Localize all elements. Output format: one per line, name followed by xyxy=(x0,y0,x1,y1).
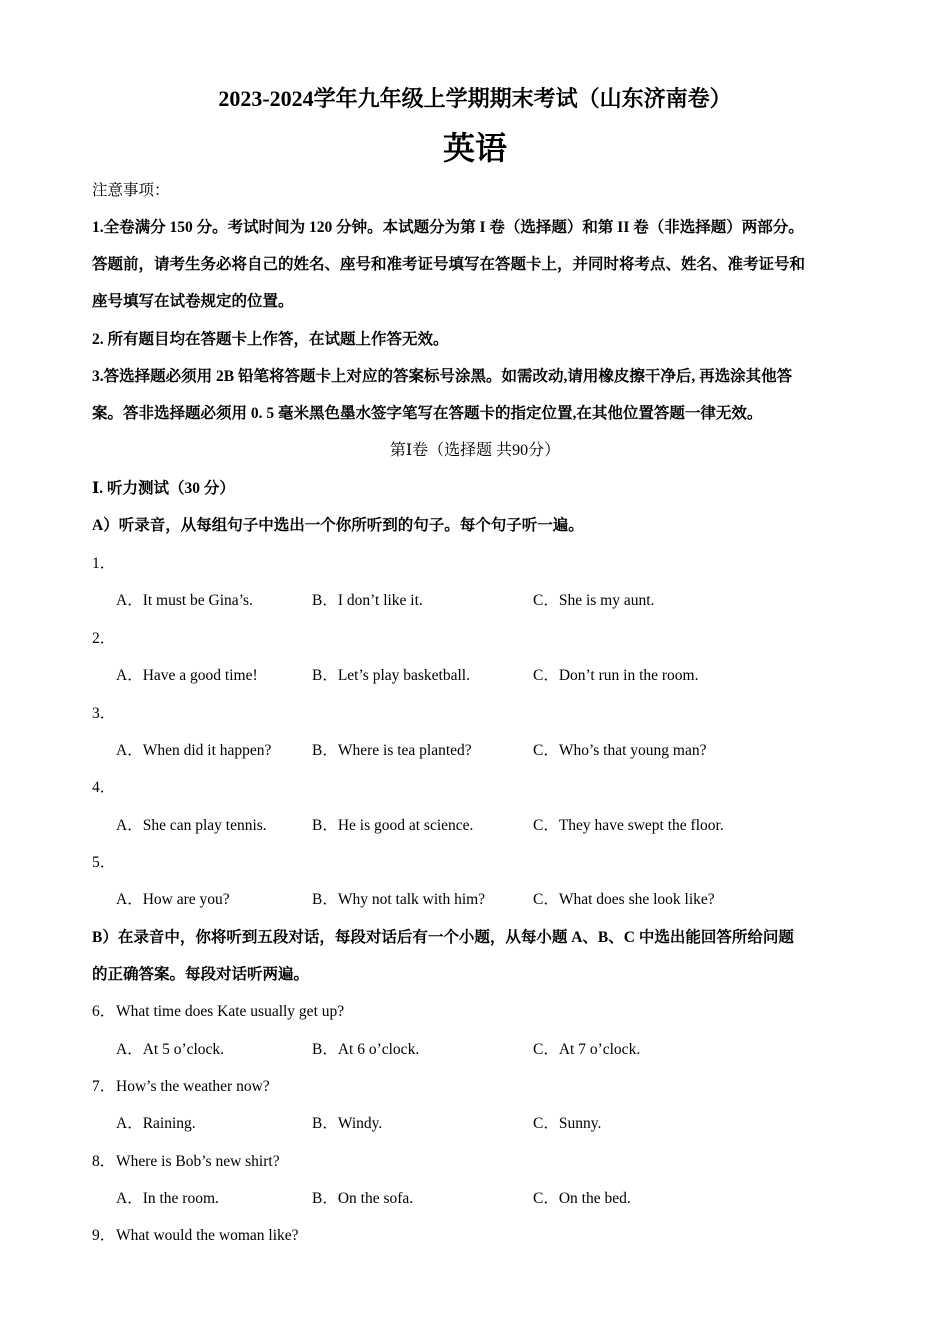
notes-line-2: 答题前，请考生务必将自己的姓名、座号和准考证号填写在答题卡上，并同时将考点、姓名、准考证号和 xyxy=(92,256,806,273)
subject-title: 英语 xyxy=(442,130,507,166)
question-number: 3． xyxy=(92,705,116,722)
notes-heading: 注意事项： xyxy=(92,182,170,199)
option-b: B．At 6 o’clock. xyxy=(312,1041,420,1058)
option-c: C．On the bed. xyxy=(533,1190,631,1207)
option-b: B．On the sofa. xyxy=(312,1190,414,1207)
option-c: C．Don’t run in the room. xyxy=(533,667,699,684)
question-stem: What time does Kate usually get up? xyxy=(116,1003,345,1020)
option-a: A．In the room. xyxy=(116,1190,219,1207)
partB-instruction-line-2: 的正确答案。每段对话听两遍。 xyxy=(92,966,310,983)
question-number: 5． xyxy=(92,854,116,871)
option-b: B．Where is tea planted? xyxy=(312,742,472,759)
partB-instruction-line-1: B）在录音中，你将听到五段对话，每段对话后有一个小题，从每小题 A、B、C 中选出能回答所给问题 xyxy=(92,929,794,946)
question-number: 8． xyxy=(92,1153,116,1170)
notes-line-1: 1.全卷满分 150 分。考试时间为 120 分钟。本试题分为第 I 卷（选择题）和第 II 卷（非选择题）两部分。 xyxy=(92,219,804,236)
notes-line-3: 座号填写在试卷规定的位置。 xyxy=(92,293,294,310)
question-number: 2． xyxy=(92,630,116,647)
notes-line-5: 3.答选择题必须用 2B 铅笔将答题卡上对应的答案标号涂黑。如需改动,请用橡皮擦干净后, 再选涂其他答 xyxy=(92,368,793,385)
option-c: C．They have swept the floor. xyxy=(533,817,724,834)
question-stem: Where is Bob’s new shirt? xyxy=(116,1153,280,1170)
option-a: A．She can play tennis. xyxy=(116,817,267,834)
question-number: 7． xyxy=(92,1078,116,1095)
option-a: A．When did it happen? xyxy=(116,742,272,759)
listening-section-heading: Ⅰ. 听力测试（30 分） xyxy=(92,480,235,497)
question-number: 4． xyxy=(92,779,116,796)
question-number: 9． xyxy=(92,1227,116,1244)
option-c: C．Sunny. xyxy=(533,1115,602,1132)
notes-line-4: 2. 所有题目均在答题卡上作答，在试题上作答无效。 xyxy=(92,331,449,348)
option-b: B．He is good at science. xyxy=(312,817,474,834)
question-stem: How’s the weather now? xyxy=(116,1078,270,1095)
option-b: B．Why not talk with him? xyxy=(312,891,486,908)
exam-title: 2023-2024学年九年级上学期期末考试（山东济南卷） xyxy=(218,86,732,111)
option-c: C．What does she look like? xyxy=(533,891,715,908)
question-number: 6． xyxy=(92,1003,116,1020)
option-b: B．I don’t like it. xyxy=(312,592,423,609)
option-c: C．She is my aunt. xyxy=(533,592,655,609)
option-b: B．Let’s play basketball. xyxy=(312,667,470,684)
notes-line-6: 案。答非选择题必须用 0. 5 毫米黑色墨水签字笔写在答题卡的指定位置,在其他位置答题一律无效。 xyxy=(92,405,763,422)
option-a: A．Raining. xyxy=(116,1115,196,1132)
option-a: A．It must be Gina’s. xyxy=(116,592,253,609)
question-number: 1． xyxy=(92,555,116,572)
option-c: C．At 7 o’clock. xyxy=(533,1041,641,1058)
partA-instruction: A）听录音，从每组句子中选出一个你所听到的句子。每个句子听一遍。 xyxy=(92,517,584,534)
question-stem: What would the woman like? xyxy=(116,1227,299,1244)
option-a: A．Have a good time! xyxy=(116,667,258,684)
option-b: B．Windy. xyxy=(312,1115,383,1132)
part1-heading: 第Ⅰ卷（选择题 共90分） xyxy=(389,442,561,459)
option-a: A．At 5 o’clock. xyxy=(116,1041,225,1058)
option-a: A．How are you? xyxy=(116,891,230,908)
option-c: C．Who’s that young man? xyxy=(533,742,707,759)
